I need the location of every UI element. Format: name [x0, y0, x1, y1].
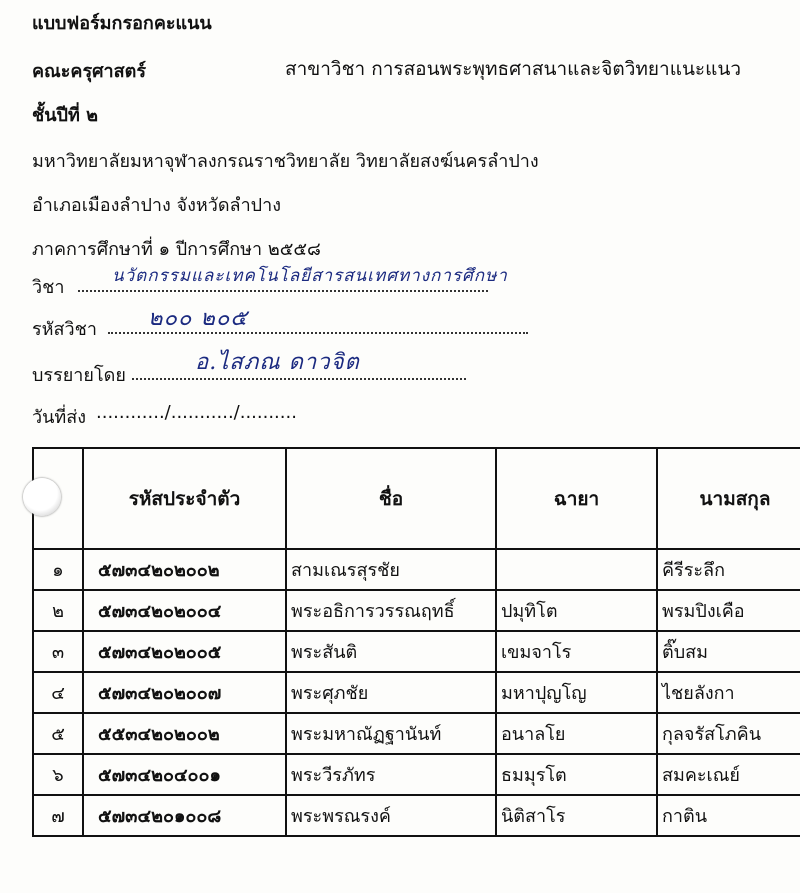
cell-name: พระพรณรงค์ — [286, 795, 496, 836]
cell-student-id: ๕๗๓๔๒๐๒๐๐๔ — [83, 590, 286, 631]
faculty-label: คณะครุศาสตร์ — [32, 61, 146, 82]
table-row — [33, 590, 800, 631]
cell-surname: กุลจรัสโภคิน — [657, 713, 800, 754]
cell-student-id: ๕๗๓๔๒๐๒๐๐๗ — [83, 672, 286, 713]
cell-name: พระสันติ — [286, 631, 496, 672]
course-code-label: รหัสวิชา — [32, 319, 97, 340]
cell-monastic-name: เขมจาโร — [496, 631, 657, 672]
location-label: อำเภอเมืองลำปาง จังหวัดลำปาง — [32, 195, 282, 216]
cell-index: ๒ — [33, 590, 83, 631]
cell-surname: พรมปิงเคือ — [657, 590, 800, 631]
table-row — [33, 713, 800, 754]
cell-index: ๖ — [33, 754, 83, 795]
cell-name: สามเณรสุรชัย — [286, 549, 496, 590]
cell-index: ๔ — [33, 672, 83, 713]
cell-monastic-name: มหาปุญโญ — [496, 672, 657, 713]
cell-student-id: ๕๗๓๔๒๐๒๐๐๒ — [83, 549, 286, 590]
table-row — [33, 795, 800, 836]
subject-label: วิชา — [32, 277, 65, 298]
punch-hole — [23, 478, 61, 516]
cell-index: ๕ — [33, 713, 83, 754]
cell-surname: คีรีระลึก — [657, 549, 800, 590]
cell-monastic-name: อนาลโย — [496, 713, 657, 754]
subject-handwritten: นวัตกรรมและเทคโนโลยีสารสนเทศทางการศึกษา — [112, 266, 508, 286]
table-row — [33, 631, 800, 672]
cell-index: ๑ — [33, 549, 83, 590]
cell-student-id: ๕๗๓๔๒๐๒๐๐๕ — [83, 631, 286, 672]
cell-surname: ไชยลังกา — [657, 672, 800, 713]
submit-date-blank: ............/.........../.......... — [96, 402, 297, 423]
cell-surname: กาติน — [657, 795, 800, 836]
table-header-row — [33, 448, 800, 549]
cell-index: ๓ — [33, 631, 83, 672]
cell-name: พระศุภชัย — [286, 672, 496, 713]
score-table — [32, 447, 800, 837]
table-row — [33, 754, 800, 795]
cell-index: ๗ — [33, 795, 83, 836]
cell-student-id: ๕๗๓๔๒๐๔๐๐๑ — [83, 754, 286, 795]
cell-student-id: ๕๗๓๔๒๐๑๐๐๘ — [83, 795, 286, 836]
header-monastic-name: ฉายา — [496, 448, 657, 549]
header-surname: นามสกุล — [657, 448, 800, 549]
cell-name: พระมหาณัฏฐานันท์ — [286, 713, 496, 754]
cell-surname: ติ๊บสม — [657, 631, 800, 672]
table-row — [33, 549, 800, 590]
cell-monastic-name — [496, 549, 657, 590]
subject-dotted-line — [78, 290, 488, 292]
semester-label: ภาคการศึกษาที่ ๑ ปีการศึกษา ๒๕๕๘ — [32, 239, 321, 260]
header-student-id: รหัสประจำตัว — [83, 448, 286, 549]
lecturer-handwritten: อ.ไสภณ ดาวจิต — [195, 350, 360, 375]
lecturer-label: บรรยายโดย — [32, 365, 126, 386]
cell-student-id: ๕๕๓๔๒๐๒๐๐๒ — [83, 713, 286, 754]
form-title: แบบฟอร์มกรอกคะแนน — [32, 13, 212, 34]
cell-name: พระวีรภัทร — [286, 754, 496, 795]
cell-monastic-name: ธมมุรโต — [496, 754, 657, 795]
cell-surname: สมคะเณย์ — [657, 754, 800, 795]
major-label: สาขาวิชา การสอนพระพุทธศาสนาและจิตวิทยาแนะแนว — [285, 58, 742, 80]
submit-date-label: วันที่ส่ง — [32, 407, 87, 428]
header-name: ชื่อ — [286, 448, 496, 549]
cell-monastic-name: ปมุทิโต — [496, 590, 657, 631]
course-code-handwritten: ๒๐๐ ๒๐๕ — [148, 306, 248, 331]
university-label: มหาวิทยาลัยมหาจุฬาลงกรณราชวิทยาลัย วิทยาลัยสงฆ์นครลำปาง — [32, 151, 539, 172]
table-row — [33, 672, 800, 713]
cell-name: พระอธิการวรรณฤทธิ์ — [286, 590, 496, 631]
cell-monastic-name: นิติสาโร — [496, 795, 657, 836]
year-label: ชั้นปีที่ ๒ — [32, 105, 98, 126]
